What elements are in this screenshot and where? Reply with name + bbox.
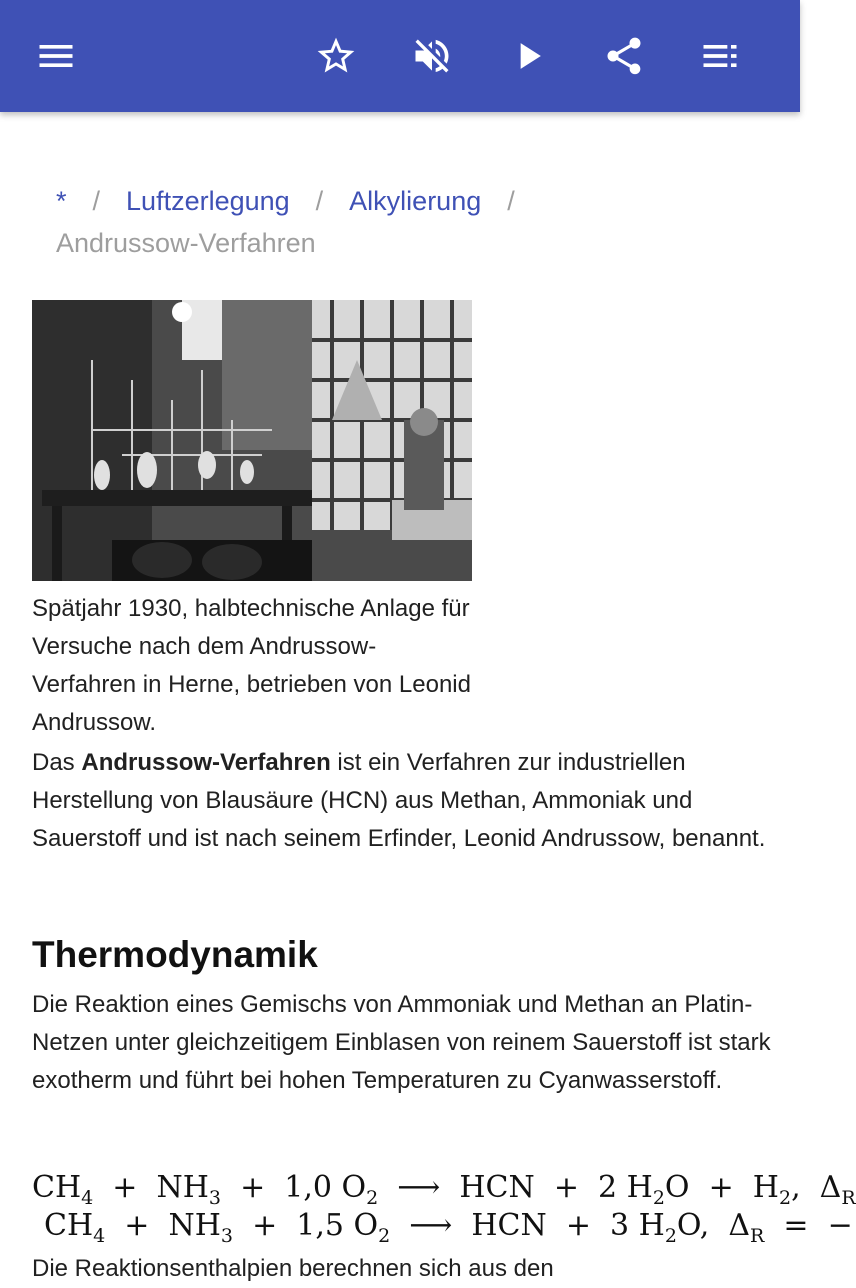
next-paragraph: Die Reaktionsenthalpien berechnen sich aus den [32,1255,554,1282]
section-heading: Thermodynamik [32,934,318,975]
play-button[interactable] [498,26,558,86]
breadcrumb-separator: / [315,186,324,216]
lab-photo-illustration [32,300,472,581]
list-icon [698,34,742,78]
section-paragraph: Die Reaktion eines Gemischs von Ammoniak und Methan an Platin-Netzen unter gleichzeitigem Einblasen von reinem Sauerstoff ist stark exotherm und führt bei hohen Temperaturen zu Cyanwasserstoff. [32,991,771,1094]
breadcrumb-separator: / [92,186,101,216]
article-image[interactable] [32,300,472,581]
image-caption: Spätjahr 1930, halbtechnische Anlage für Versuche nach dem Andrussow-Verfahren in Herne, betrieben von Leonid Andrussow. [32,595,471,736]
intro-text: ist ein Verfahren zur industriellen Herstellung von Blausäure (HCN) aus Methan, Ammoniak und Sauerstoff und ist nach seinem Erfinder, Leonid Andrussow, benannt. [32,749,766,852]
menu-icon [34,34,78,78]
reaction-equation-1: $CH_4 + NH_3 + 1,0$ $O_2$ ⟶ HCN + 2 $H_2O + H_2$, $\Delta_R$ [32,1170,856,1209]
breadcrumb-item-home[interactable]: * [56,186,67,216]
mute-button[interactable] [402,26,462,86]
share-icon [602,34,646,78]
app-toolbar [0,0,800,112]
breadcrumb-separator: / [507,186,515,216]
breadcrumb-current: Andrussow-Verfahren [56,228,316,258]
breadcrumb [56,180,756,264]
breadcrumb-item-luftzerlegung[interactable]: Luftzerlegung [126,186,290,216]
article-content [0,112,856,1282]
share-button[interactable] [594,26,654,86]
menu-button[interactable] [26,26,86,86]
toc-button[interactable] [690,26,750,86]
favorite-button[interactable] [306,26,366,86]
star-outline-icon [314,34,358,78]
intro-bold-term: Andrussow-Verfahren [81,749,331,776]
play-icon [506,34,550,78]
breadcrumb-item-alkylierung[interactable]: Alkylierung [349,186,482,216]
intro-paragraph [32,744,772,858]
volume-off-icon [410,34,454,78]
reaction-equation-2: $CH_4 + NH_3 + 1,5$ $O_2$ ⟶ HCN + 3 $H_2O$, $\Delta_R$ = − [44,1208,853,1247]
intro-prefix: Das [32,749,82,776]
